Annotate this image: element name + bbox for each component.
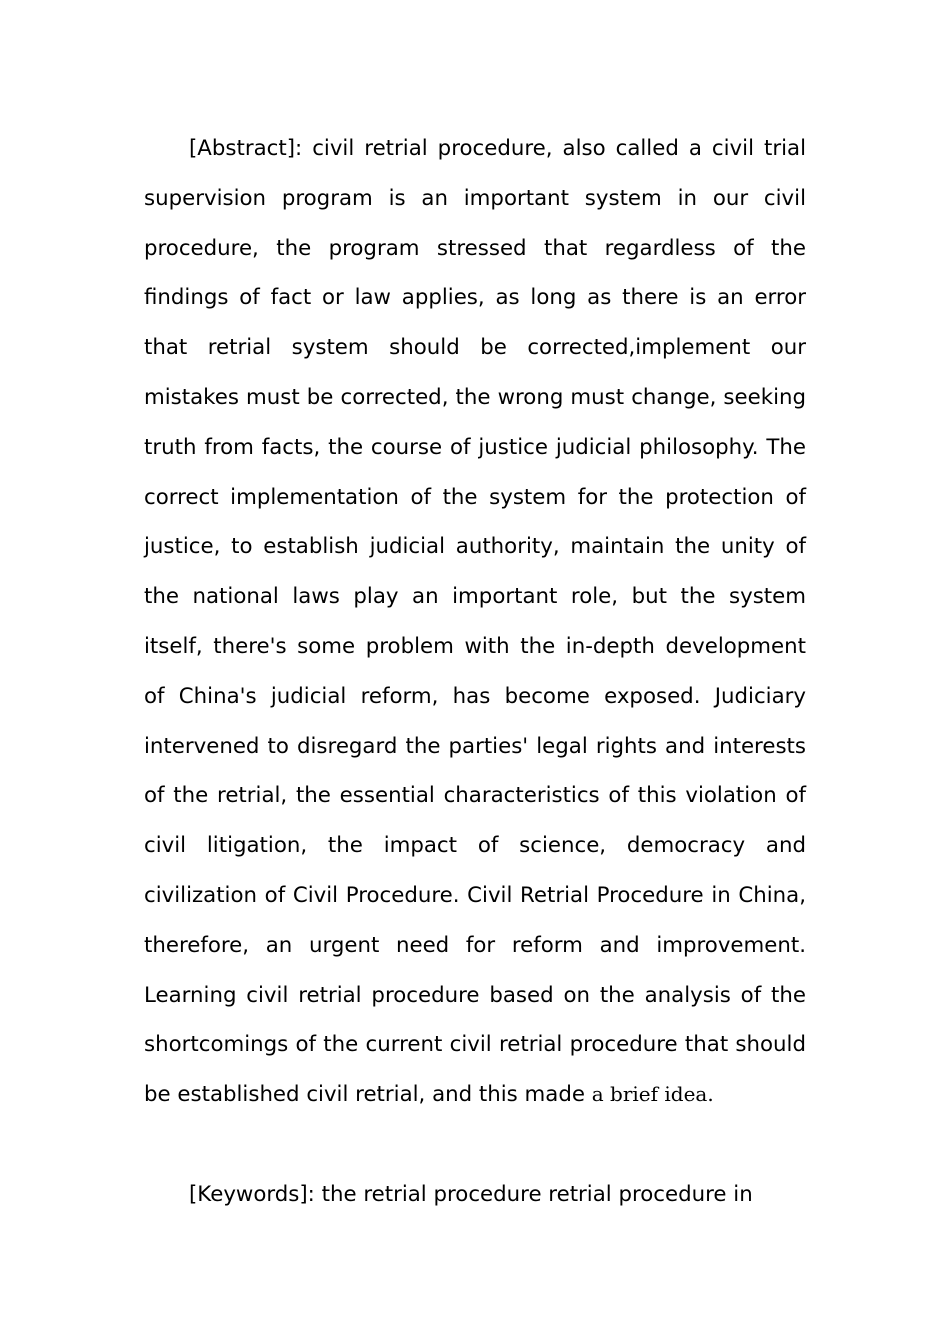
abstract-closing-text: a brief idea. xyxy=(591,1082,714,1107)
keywords-text: [Keywords]: the retrial procedure retrial procedure in xyxy=(189,1182,753,1207)
keywords-paragraph xyxy=(144,1170,806,1220)
abstract-paragraph xyxy=(144,124,806,1120)
abstract-text: [Abstract]: civil retrial procedure, also called a civil trial supervision program is an important system in our civil procedure, the program stressed that regardless of the findings of fact or law applies, as long as there is an error that retrial system should be corrected,implement our mistakes must be corrected, the wrong must change, seeking truth from facts, the course of justice judicial philosophy. The correct implementation of the system for the protection of justice, to establish judicial authority, maintain the unity of the national laws play an important role, but the system itself, there's some problem with the in-depth development of China's judicial reform, has become exposed. Judiciary intervened to disregard the parties' legal rights and interests of the retrial, the essential characteristics of this violation of civil litigation, the impact of science, democracy and civilization of Civil Procedure. Civil Retrial Procedure in China, therefore, an urgent need for reform and improvement. Learning civil retrial procedure based on the analysis of the shortcomings of the current civil retrial procedure that should be established civil retrial, and this made xyxy=(144,136,806,1108)
